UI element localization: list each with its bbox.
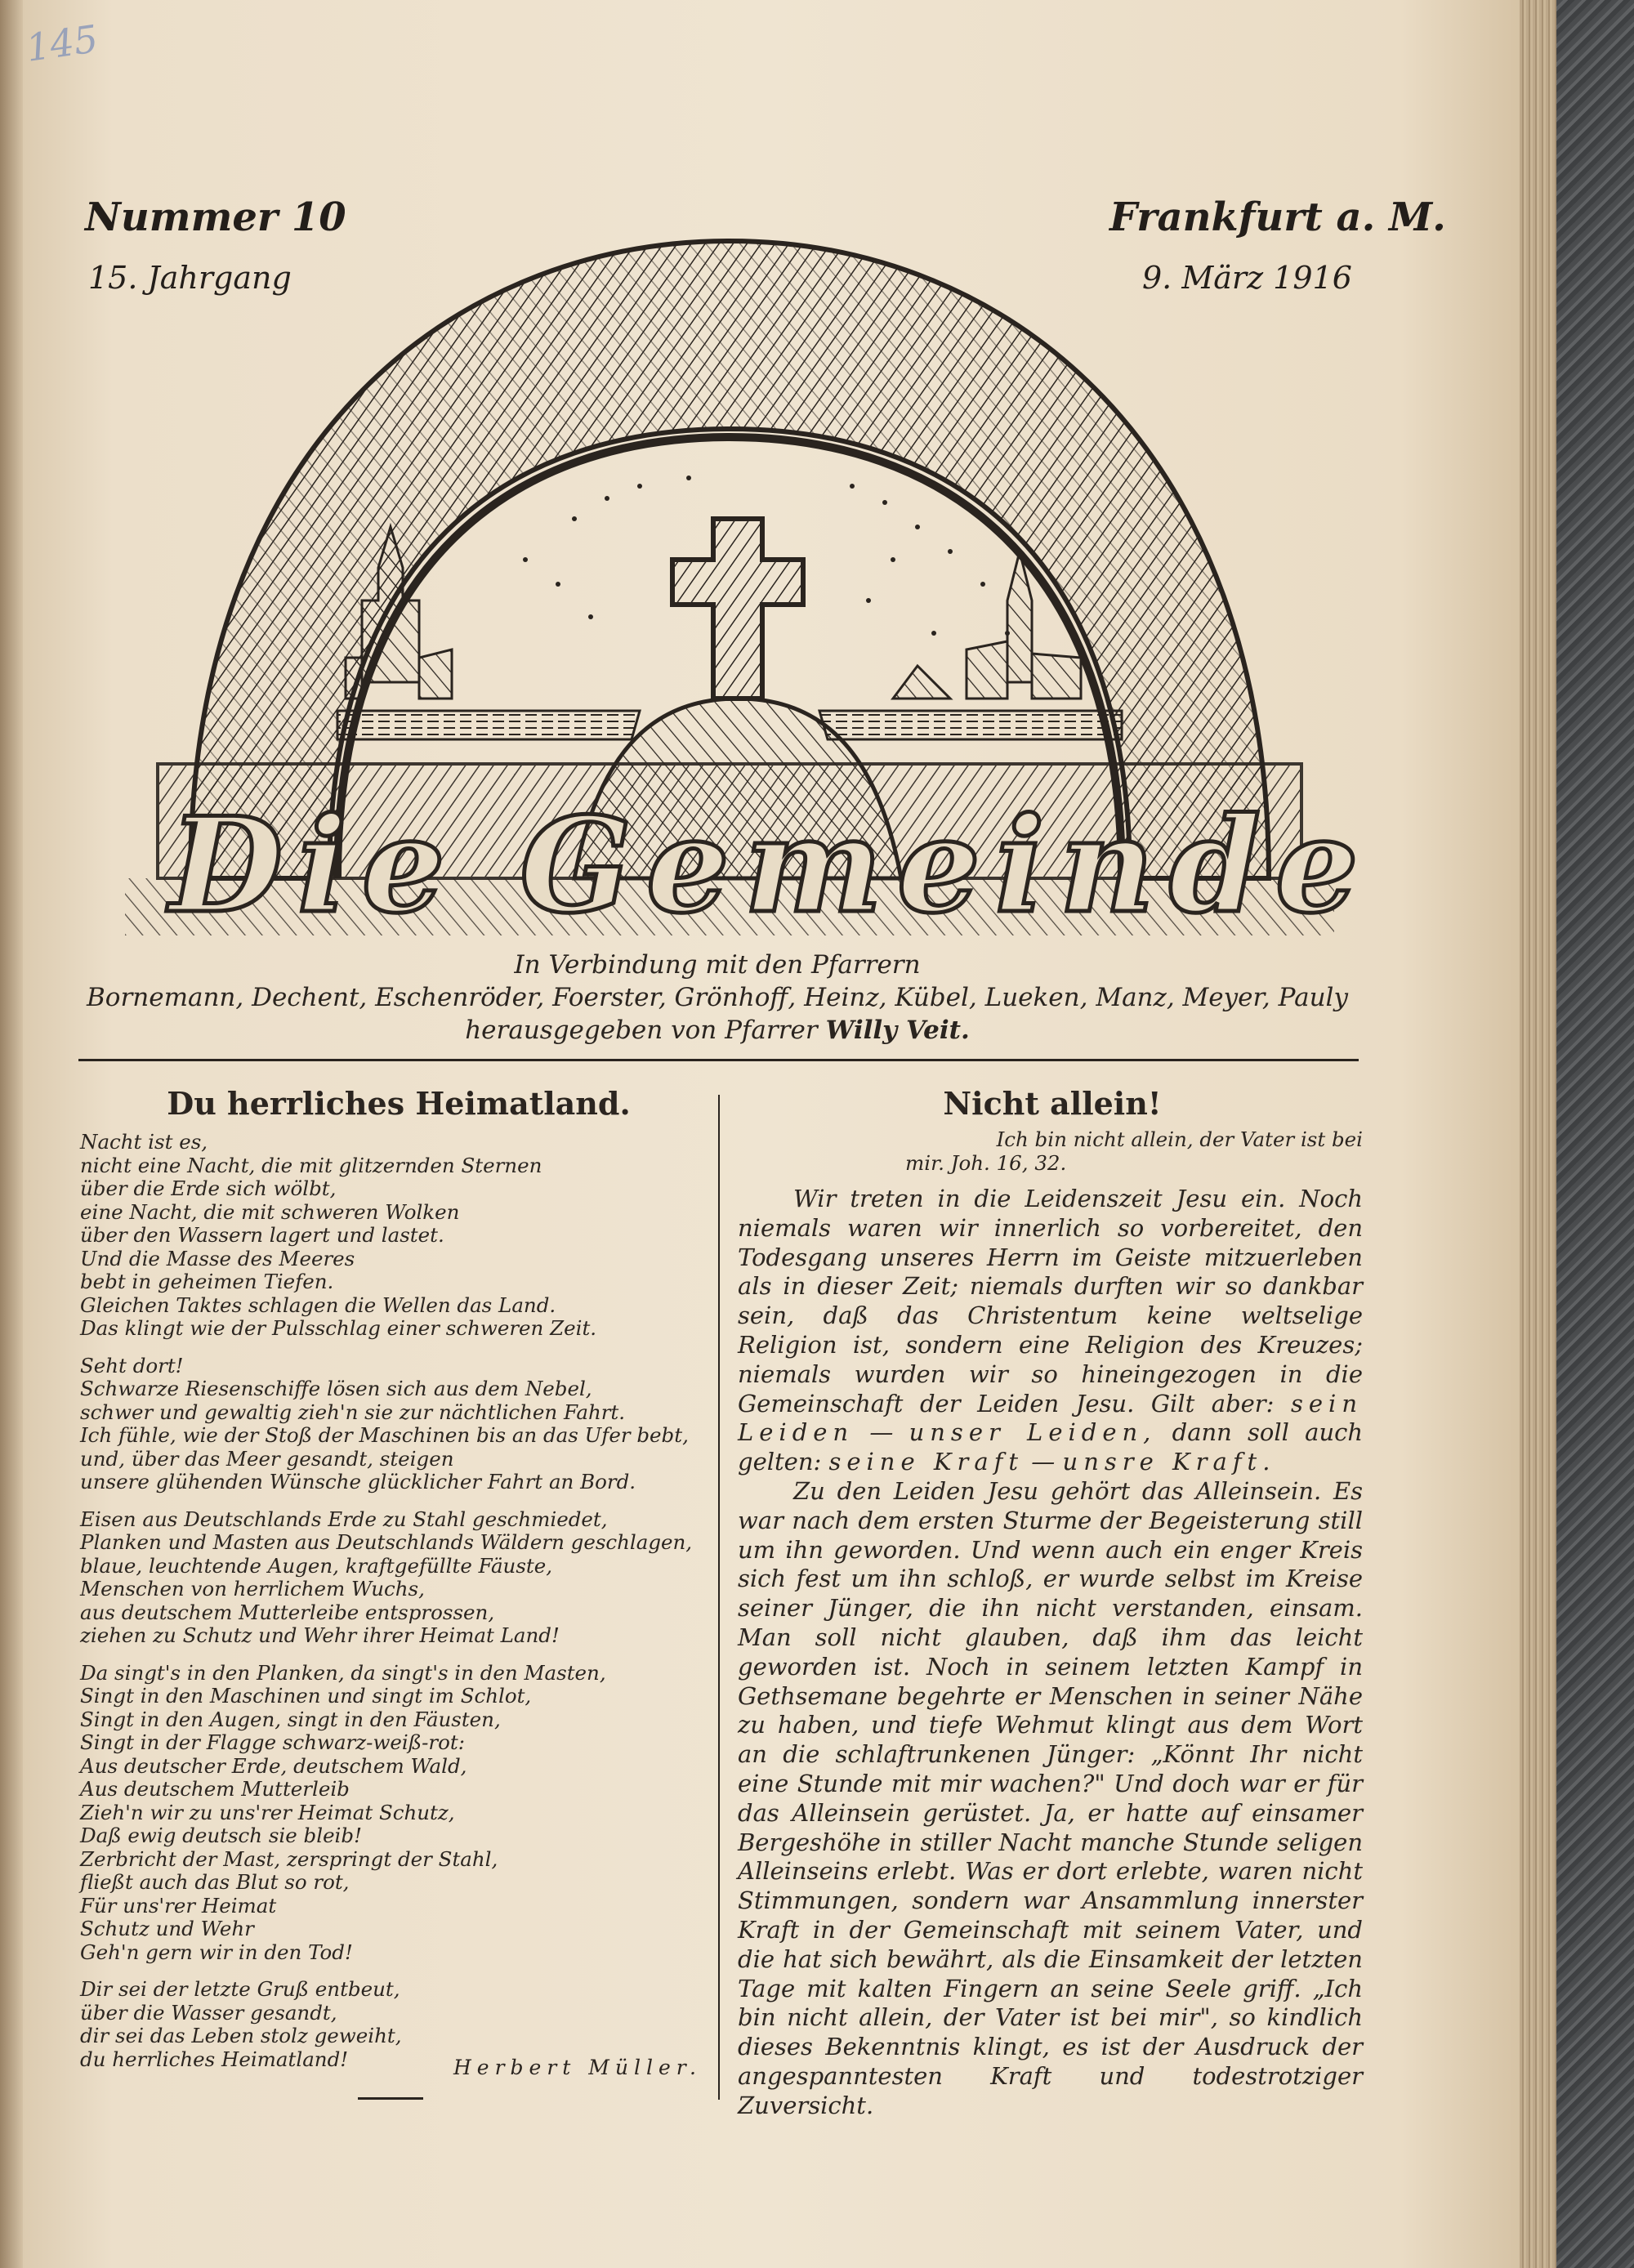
article-paragraph-1: Wir treten in die Leidenszeit Jesu ein. Noch niemals waren wir innerlich so vorbereitet, den Todesgang unseres Herrn im Geiste mitzuerleben als in dieser Zeit; niemals durften wir so dankbar sein, daß das Christentum keine weltselige Religion ist, sondern eine Religion des Kreuzes; niemals wurden wir so hineingezogen in die Gemeinschaft der Leiden Jesu. Gilt aber: sein Leiden — unser Leiden, dann soll auch gelten: seine Kraft — unsre Kraft. (738, 1185, 1364, 1476)
article-title: Nicht allein! (943, 1085, 1162, 1122)
sky-stipple (523, 475, 1010, 636)
poem-line: Singt in der Flagge schwarz-weiß-rot: (80, 1730, 465, 1754)
poem-line: Geh'n gern wir in den Tod! (80, 1940, 353, 1964)
poem-author: Herbert Müller. (453, 2056, 702, 2079)
poem-line: dir sei das Leben stolz geweiht, (80, 2024, 402, 2047)
poem-stanza (80, 1131, 701, 1341)
poem-line: Aus deutschem Mutterleib (80, 1777, 350, 1801)
left-cityscape (337, 527, 640, 739)
poem-line: fließt auch das Blut so rot, (80, 1870, 350, 1894)
poem-line: Gleichen Taktes schlagen die Wellen das Land. (80, 1292, 556, 1317)
poem-line: unsere glühenden Wünsche glücklicher Fahrt an Bord. (80, 1470, 636, 1493)
left-page-edge (0, 0, 23, 2268)
article-paragraph-2: Zu den Leiden Jesu gehört das Alleinsein. Es war nach dem ersten Sturme der Begeisterung still um ihn geworden. Und wenn auch ein enger Kreis sich fest um ihn schloß, er wurde selbst im Kreise seiner Jünger, die ihn nicht verstanden, einsam. Man soll nicht glauben, daß ihm das leicht geworden ist. Noch in seinem letzten Kampf in Gethsemane begehrte er Menschen in seiner Nähe zu haben, und tiefe Wehmut klingt aus dem Wort an die schlaftrunkenen Jünger: „Könnt Ihr nicht eine Stunde mit mir wachen?" Und doch war er für das Alleinsein gerüstet. Ja, er hatte auf einsamer Bergeshöhe in stiller Nacht manche Stunde seligen Alleinseins erlebt. Was er dort erlebte, waren nicht Stimmungen, sondern war Ansammlung innerster Kraft in der Gemeinschaft mit seinem Vater, und die hat sich bewährt, als die Einsamkeit der letzten Tage mit kalten Fingern an seine Seele griff. „Ich bin nicht allein, der Vater ist bei mir", so kindlich dieses Bekenntnis klingt, es ist der Ausdruck der angespanntesten Kraft und todestrotziger Zuversicht. (738, 1476, 1363, 2119)
cross-icon (672, 519, 803, 699)
editor-prefix: herausgegeben von Pfarrer (465, 1016, 818, 1045)
poem-line: Da singt's in den Planken, da singt's in den Masten, (80, 1660, 606, 1685)
article-body (738, 1185, 1363, 2121)
poem-line: Eisen aus Deutschlands Erde zu Stahl geschmiedet, (80, 1507, 608, 1531)
poem-line: Schwarze Riesenschiffe lösen sich aus dem Nebel, (80, 1377, 592, 1400)
archive-number: 145 (23, 16, 101, 70)
poem-stanza (80, 1355, 701, 1494)
column-divider (718, 1095, 720, 2100)
poem-line: Nacht ist es, (80, 1130, 208, 1154)
poem-stanza (80, 1662, 701, 1965)
poem-line: Aus deutscher Erde, deutschem Wald, (80, 1753, 467, 1778)
poem-line: Daß ewig deutsch sie bleib! (80, 1824, 362, 1847)
place: Frankfurt a. M. (1109, 194, 1446, 240)
header-rule (78, 1059, 1359, 1061)
poem-line: du herrliches Heimatland! (80, 2047, 349, 2071)
poem-line: über die Wasser gesandt, (80, 2000, 337, 2025)
credits-line-2: Bornemann, Dechent, Eschenröder, Foerster, Grönhoff, Heinz, Kübel, Lueken, Manz, Meyer, Pauly (87, 983, 1348, 1012)
credits-line-3 (72, 1016, 1363, 1045)
poem-line: Ich fühle, wie der Stoß der Maschinen bis an das Ufer bebt, (80, 1423, 689, 1447)
poem-line: und, über das Meer gesandt, steigen (80, 1446, 454, 1471)
issue-date: 9. März 1916 (1142, 260, 1352, 296)
poem-line: Zerbricht der Mast, zerspringt der Stahl, (80, 1846, 498, 1871)
poem-line: schwer und gewaltig zieh'n sie zur nächtlichen Fahrt. (80, 1400, 626, 1424)
motto-line-1: Ich bin nicht allein, der Vater ist bei (996, 1127, 1363, 1151)
poem-line: Singt in den Augen, singt in den Fäusten, (80, 1707, 501, 1731)
poem-line: Singt in den Maschinen und singt im Schlot, (80, 1684, 532, 1708)
newspaper-page (23, 0, 1520, 2268)
poem-line: ziehen zu Schutz und Wehr ihrer Heimat Land! (80, 1623, 560, 1647)
credits-line-1: In Verbindung mit den Pfarrern (514, 950, 921, 980)
poem-stanza (80, 1508, 701, 1648)
poem-line: über den Wassern lagert und lastet. (80, 1223, 444, 1247)
poem-line: Für uns'rer Heimat (80, 1893, 277, 1918)
poem-body (80, 1131, 701, 2085)
book-cover (1556, 0, 1634, 2268)
page-edges (1520, 0, 1559, 2268)
volume: 15. Jahrgang (88, 260, 292, 296)
poem-line: eine Nacht, die mit schweren Wolken (80, 1199, 460, 1224)
poem-line: Und die Masse des Meeres (80, 1246, 355, 1270)
issue-number: Nummer 10 (85, 194, 346, 240)
poem-line: Menschen von herrlichem Wuchs, (80, 1577, 425, 1601)
poem-line: über die Erde sich wölbt, (80, 1176, 337, 1200)
poem-line: Planken und Masten aus Deutschlands Wäldern geschlagen, (80, 1530, 693, 1554)
poem-line: nicht eine Nacht, die mit glitzernden Sternen (80, 1153, 542, 1177)
editor-name: Willy Veit. (825, 1016, 970, 1045)
poem-line: aus deutschem Mutterleibe entsprossen, (80, 1600, 495, 1624)
poem-title: Du herrliches Heimatland. (167, 1085, 631, 1122)
poem-line: blaue, leuchtende Augen, kraftgefüllte Fäuste, (80, 1553, 553, 1578)
poem-line: Dir sei der letzte Gruß entbeut, (80, 1977, 400, 2001)
poem-line: Zieh'n wir zu uns'rer Heimat Schutz, (80, 1800, 455, 1824)
poem-line: bebt in geheimen Tiefen. (80, 1270, 334, 1293)
article-motto (905, 1128, 1363, 1175)
poem-line: Das klingt wie der Pulsschlag einer schweren Zeit. (80, 1316, 597, 1340)
motto-line-2: mir. Joh. 16, 32. (905, 1150, 1067, 1175)
poem-line: Seht dort! (80, 1353, 184, 1377)
poem-line: Schutz und Wehr (80, 1917, 254, 1940)
poem-end-rule (358, 2097, 423, 2100)
newspaper-title: Die Gemeinde (169, 788, 1373, 942)
